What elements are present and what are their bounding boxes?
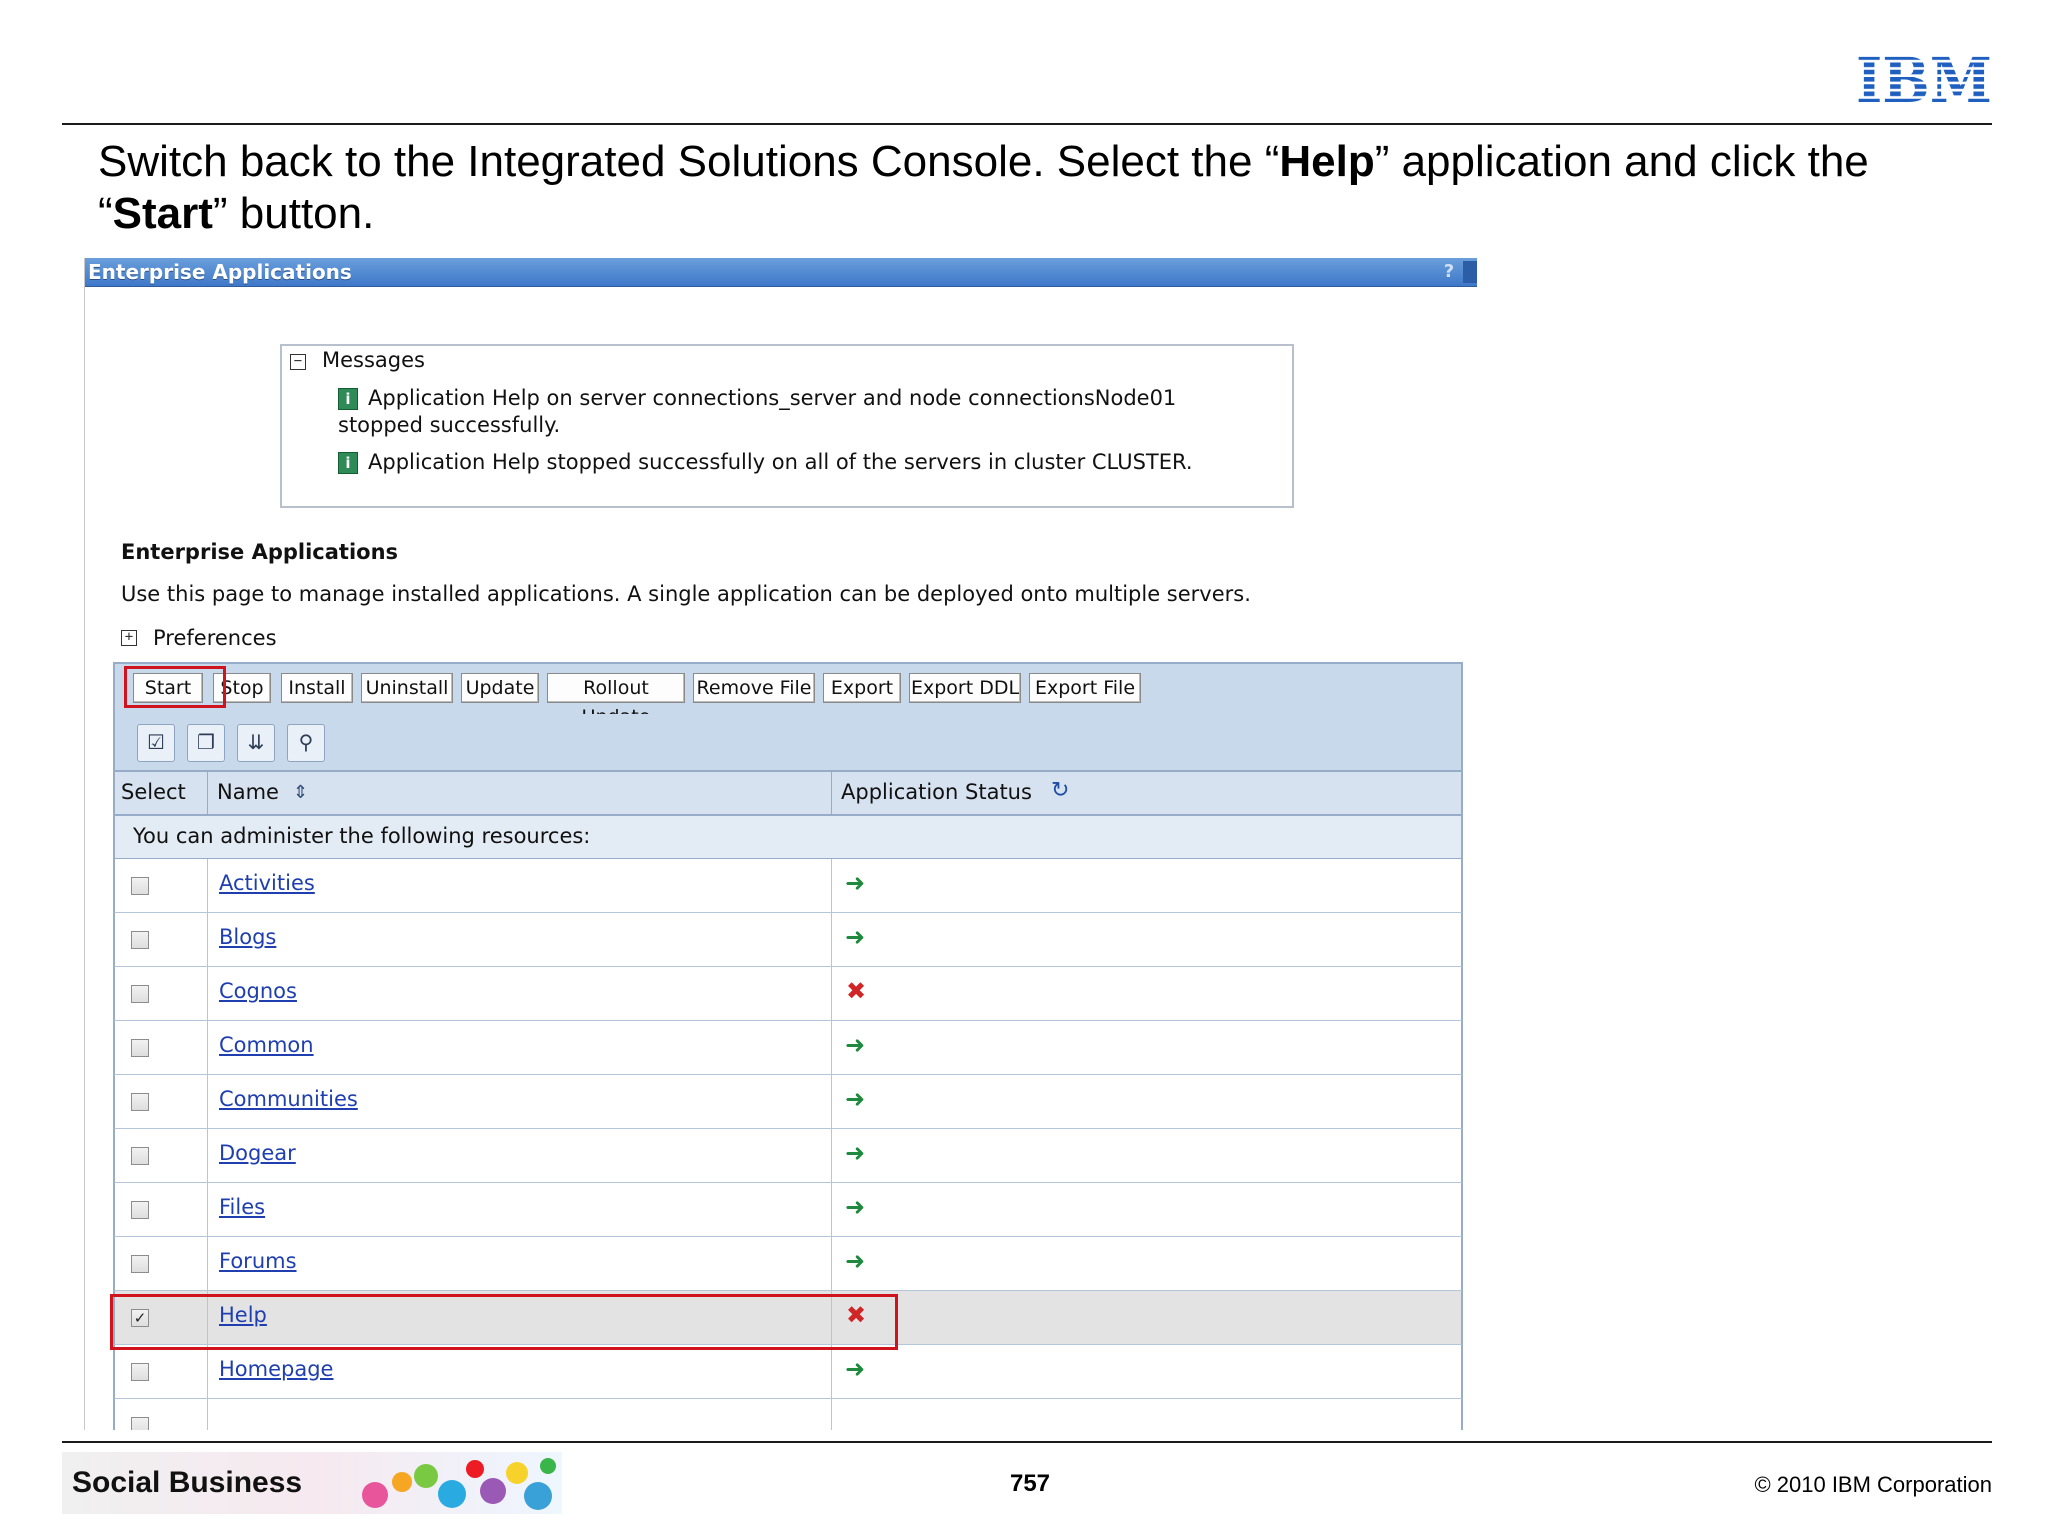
row-checkbox[interactable]	[131, 1093, 149, 1111]
table-row	[113, 1345, 1463, 1399]
preferences-link[interactable]: Preferences	[153, 626, 277, 650]
running-arrow-icon: ➜	[845, 1139, 866, 1167]
app-link[interactable]: Forums	[219, 1249, 297, 1273]
table-row	[113, 859, 1463, 913]
app-link[interactable]: Cognos	[219, 979, 297, 1003]
update-button[interactable]: Update	[461, 673, 539, 703]
row-checkbox[interactable]	[131, 1201, 149, 1219]
row-checkbox-checked[interactable]: ✓	[131, 1309, 149, 1327]
row-checkbox[interactable]	[131, 877, 149, 895]
social-business-banner	[62, 1452, 562, 1514]
running-arrow-icon: ➜	[845, 1193, 866, 1221]
table-header	[113, 772, 1463, 816]
collapse-icon[interactable]: −	[290, 354, 306, 370]
app-link[interactable]: Homepage	[219, 1357, 334, 1381]
ibm-logo	[1856, 48, 1992, 106]
stopped-x-icon: ✖	[846, 1301, 867, 1329]
table-row	[113, 1237, 1463, 1291]
copyright-text: © 2010 IBM Corporation	[1754, 1472, 1992, 1497]
deselect-all-icon[interactable]: ❐	[187, 724, 225, 762]
app-link[interactable]: Activities	[219, 871, 315, 895]
expand-filter-icon[interactable]: ⇊	[237, 724, 275, 762]
message-text: Application Help on server connections_server and node connectionsNode01	[368, 386, 1177, 410]
top-divider	[62, 123, 1992, 125]
stop-button[interactable]: Stop	[213, 673, 271, 703]
running-arrow-icon: ➜	[845, 923, 866, 951]
stopped-x-icon: ✖	[846, 977, 867, 1005]
messages-box	[280, 344, 1294, 508]
messages-title: Messages	[322, 348, 425, 372]
install-button[interactable]: Install	[281, 673, 353, 703]
help-row-highlight-box	[110, 1294, 898, 1350]
row-checkbox[interactable]	[131, 1147, 149, 1165]
export-ddl-button[interactable]: Export DDL	[909, 673, 1021, 703]
info-icon: i	[338, 388, 358, 410]
row-checkbox[interactable]	[131, 931, 149, 949]
row-checkbox[interactable]	[131, 985, 149, 1003]
section-title: Enterprise Applications	[121, 540, 399, 564]
message-text: stopped successfully.	[338, 413, 561, 437]
page-number: 757	[1009, 1470, 1051, 1497]
export-button[interactable]: Export	[823, 673, 901, 703]
row-checkbox[interactable]	[131, 1417, 149, 1430]
running-arrow-icon: ➜	[845, 869, 866, 897]
portlet-title: Enterprise Applications	[88, 260, 352, 284]
message-text: Application Help stopped successfully on all of the servers in cluster CLUSTER.	[368, 450, 1193, 474]
info-icon: i	[338, 452, 358, 474]
footer-brand-text: Social Business	[72, 1466, 303, 1499]
select-column-header: Select	[121, 780, 186, 804]
row-checkbox[interactable]	[131, 1363, 149, 1381]
expand-icon[interactable]: +	[121, 630, 137, 646]
start-highlight-box	[124, 666, 226, 708]
table-caption: You can administer the following resources:	[113, 816, 1463, 859]
running-arrow-icon: ➜	[845, 1247, 866, 1275]
table-row	[113, 1129, 1463, 1183]
name-column-header[interactable]: Name	[217, 780, 279, 804]
running-arrow-icon: ➜	[845, 1085, 866, 1113]
app-link[interactable]: Common	[219, 1033, 314, 1057]
app-link[interactable]: Dogear	[219, 1141, 296, 1165]
app-link[interactable]: Communities	[219, 1087, 358, 1111]
select-all-icon[interactable]: ☑	[137, 724, 175, 762]
row-checkbox[interactable]	[131, 1255, 149, 1273]
console-window	[84, 258, 1477, 1430]
table-row	[113, 1075, 1463, 1129]
table-row	[113, 913, 1463, 967]
export-file-button[interactable]: Export File	[1029, 673, 1141, 703]
table-row	[113, 967, 1463, 1021]
table-row	[113, 1183, 1463, 1237]
section-description: Use this page to manage installed applications. A single application can be deployed onto multiple servers.	[121, 582, 1251, 606]
uninstall-button[interactable]: Uninstall	[361, 673, 453, 703]
start-button[interactable]: Start	[133, 673, 203, 703]
help-icon[interactable]: ?	[1443, 261, 1455, 282]
refresh-icon[interactable]: ↻	[1051, 778, 1070, 803]
table-row-partial	[113, 1399, 1463, 1430]
running-arrow-icon: ➜	[845, 1031, 866, 1059]
table-icon-bar	[113, 714, 1463, 772]
app-link[interactable]: Blogs	[219, 925, 277, 949]
sort-icon[interactable]: ⇕	[293, 782, 309, 803]
running-arrow-icon: ➜	[845, 1355, 866, 1383]
bottom-divider	[62, 1441, 1992, 1443]
minimize-icon[interactable]	[1463, 261, 1477, 283]
help-app-link[interactable]: Help	[219, 1303, 267, 1327]
app-link[interactable]: Files	[219, 1195, 266, 1219]
remove-file-button[interactable]: Remove File	[693, 673, 815, 703]
portlet-title-bar	[85, 258, 1477, 287]
action-toolbar	[113, 662, 1463, 715]
status-column-header: Application Status	[841, 780, 1032, 804]
row-checkbox[interactable]	[131, 1039, 149, 1057]
slide-instruction: Switch back to the Integrated Solutions Console. Select the “Help” application and click the “Start” button.	[98, 137, 1869, 238]
table-row	[113, 1021, 1463, 1075]
rollout-update-button[interactable]: Rollout	[547, 673, 685, 703]
filter-icon[interactable]: ⚲	[287, 724, 325, 762]
